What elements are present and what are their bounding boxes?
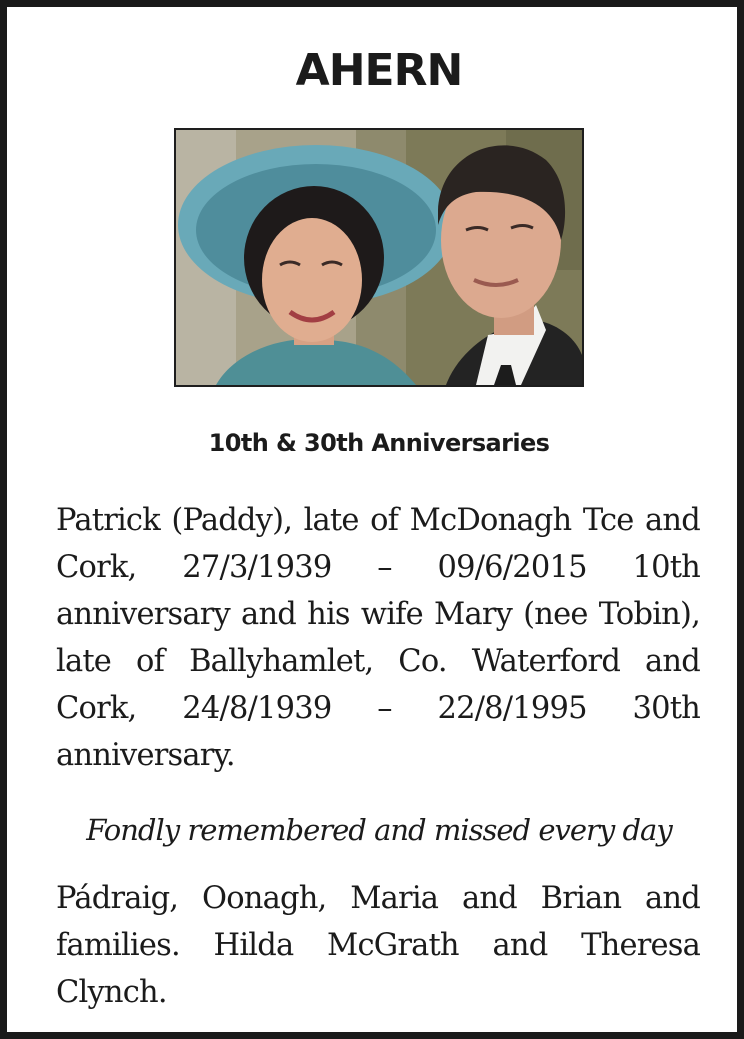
notice-details: Patrick (Paddy), late of McDonagh Tce and Cork, 27/3/1939 – 09/6/2015 10th anniversary and his wife Mary (nee Tobin), late of Ballyhamlet, Co. Waterford and Cork, 24/8/1939 – 22/8/1995 30th anniversary. (56, 503, 700, 773)
notice-surname: AHERN (295, 45, 463, 96)
anniversary-subtitle: 10th & 30th Anniversaries (208, 429, 550, 457)
notice-tagline: Fondly remembered and missed every day (86, 813, 672, 847)
couple-photo (174, 128, 584, 387)
couple-photo-icon (176, 130, 582, 385)
notice-from: Pádraig, Oonagh, Maria and Brian and families. Hilda McGrath and Theresa Clynch. (56, 881, 700, 1010)
